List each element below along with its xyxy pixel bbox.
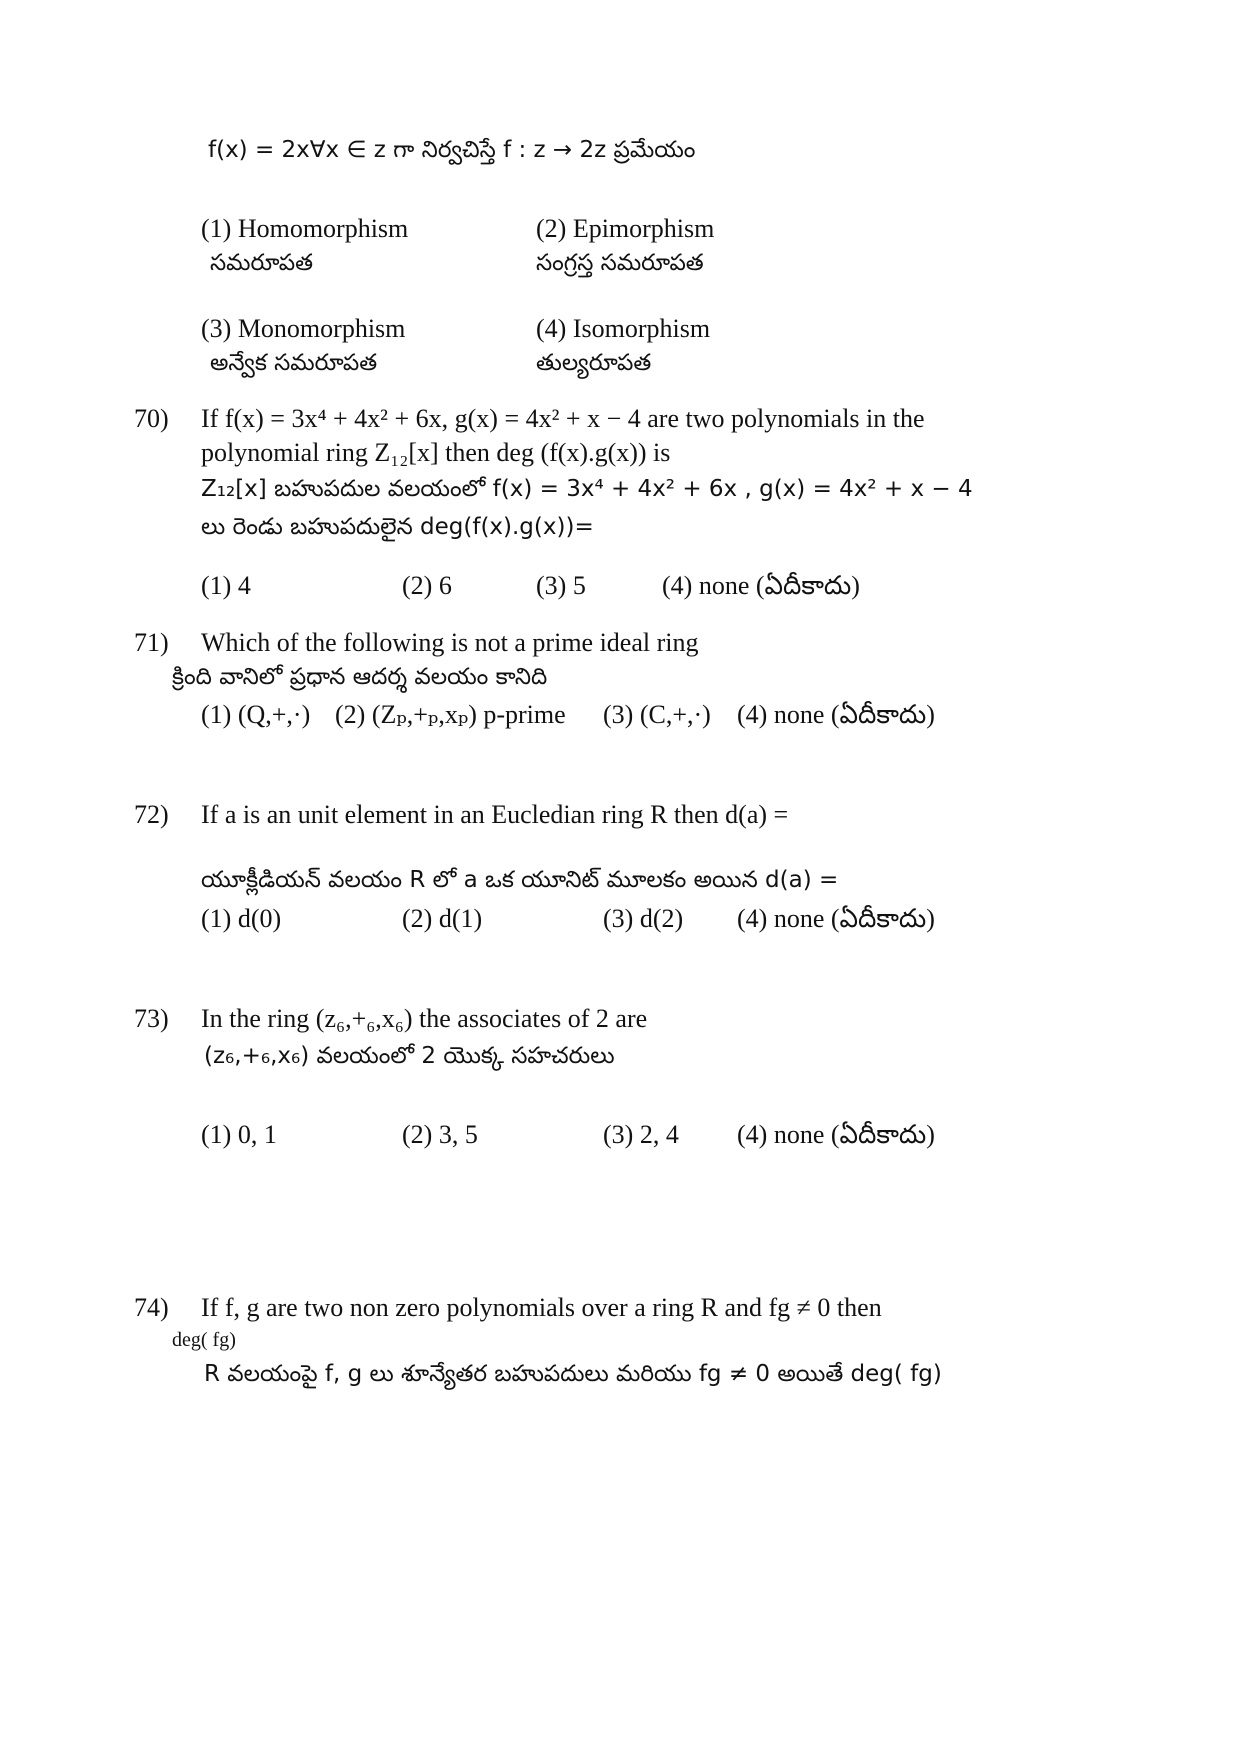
question-text: If f(x) = 3x⁴ + 4x² + 6x, g(x) = 4x² + x − 4 are two polynomials in the (201, 404, 925, 433)
question-text: In the ring (z₆,+₆,x₆) the associates of 2 are (201, 1004, 648, 1033)
q72-option-4: (4) none (ఏదీకాదు) (737, 904, 935, 933)
q72-option-3: (3) d(2) (603, 904, 684, 933)
q71-option-1: (1) (Q,+,·) (201, 700, 311, 729)
q71-option-2: (2) (Zₚ,+ₚ,xₚ) p-prime (335, 700, 566, 729)
question-number: 74) (134, 1293, 169, 1322)
q69-option-3-telugu: అన్వేక సమరూపత (210, 350, 378, 376)
q71-option-4: (4) none (ఏదీకాదు) (737, 700, 935, 729)
q69-option-1-telugu: సమరూపత (210, 250, 314, 276)
question-text-telugu: (z₆,+₆,x₆) వలయంలో 2 యొక్క సహచరులు (204, 1043, 615, 1069)
question-text-telugu: R వలయంపై f, g లు శూన్యేతర బహుపదులు మరియు fg ≠ 0 అయితే deg( fg) (204, 1361, 942, 1387)
question-text: If f, g are two non zero polynomials over a ring R and fg ≠ 0 then (201, 1293, 882, 1322)
q69-option-4-telugu: తుల్యరూపత (536, 350, 652, 376)
question-text: polynomial ring Z₁₂[x] then deg (f(x).g(x)) is (201, 438, 671, 467)
q73-option-3: (3) 2, 4 (603, 1120, 679, 1149)
question-69-stem: f(x) = 2x∀x ∈ z గా నిర్వచిస్తే f : z → 2z ప్రమేయం (208, 137, 696, 163)
q70-option-2: (2) 6 (402, 571, 452, 600)
question-text: deg( fg) (172, 1329, 236, 1351)
q73-option-1: (1) 0, 1 (201, 1120, 277, 1149)
question-text-telugu: క్రింది వానిలో ప్రధాన ఆదర్శ వలయం కానిది (172, 664, 548, 690)
question-text-telugu: యూక్లీడియన్ వలయం R లో a ఒక యూనిట్ మూలకం అయిన d(a) = (201, 867, 839, 893)
question-number: 73) (134, 1004, 169, 1033)
q70-option-3: (3) 5 (536, 571, 586, 600)
q71-option-3: (3) (C,+,·) (603, 700, 711, 729)
q72-option-2: (2) d(1) (402, 904, 483, 933)
q69-option-4: (4) Isomorphism (536, 314, 711, 343)
q72-option-1: (1) d(0) (201, 904, 282, 933)
q73-option-2: (2) 3, 5 (402, 1120, 478, 1149)
question-text-telugu: లు రెండు బహుపదులైన deg(f(x).g(x))= (201, 514, 594, 540)
q73-option-4: (4) none (ఏదీకాదు) (737, 1120, 935, 1149)
question-text: Which of the following is not a prime ideal ring (201, 628, 699, 657)
q70-option-1: (1) 4 (201, 571, 251, 600)
q69-option-2: (2) Epimorphism (536, 214, 715, 243)
q69-option-2-telugu: సంగ్రస్త సమరూపత (536, 250, 704, 276)
q69-option-3: (3) Monomorphism (201, 314, 406, 343)
question-number: 70) (134, 404, 169, 433)
question-number: 71) (134, 628, 169, 657)
question-text: If a is an unit element in an Eucledian ring R then d(a) = (201, 800, 789, 829)
question-number: 72) (134, 800, 169, 829)
q69-option-1: (1) Homomorphism (201, 214, 409, 243)
question-text-telugu: Z₁₂[x] బహుపదుల వలయంలో f(x) = 3x⁴ + 4x² + 6x , g(x) = 4x² + x − 4 (201, 476, 973, 502)
q70-option-4: (4) none (ఏదీకాదు) (662, 571, 860, 600)
